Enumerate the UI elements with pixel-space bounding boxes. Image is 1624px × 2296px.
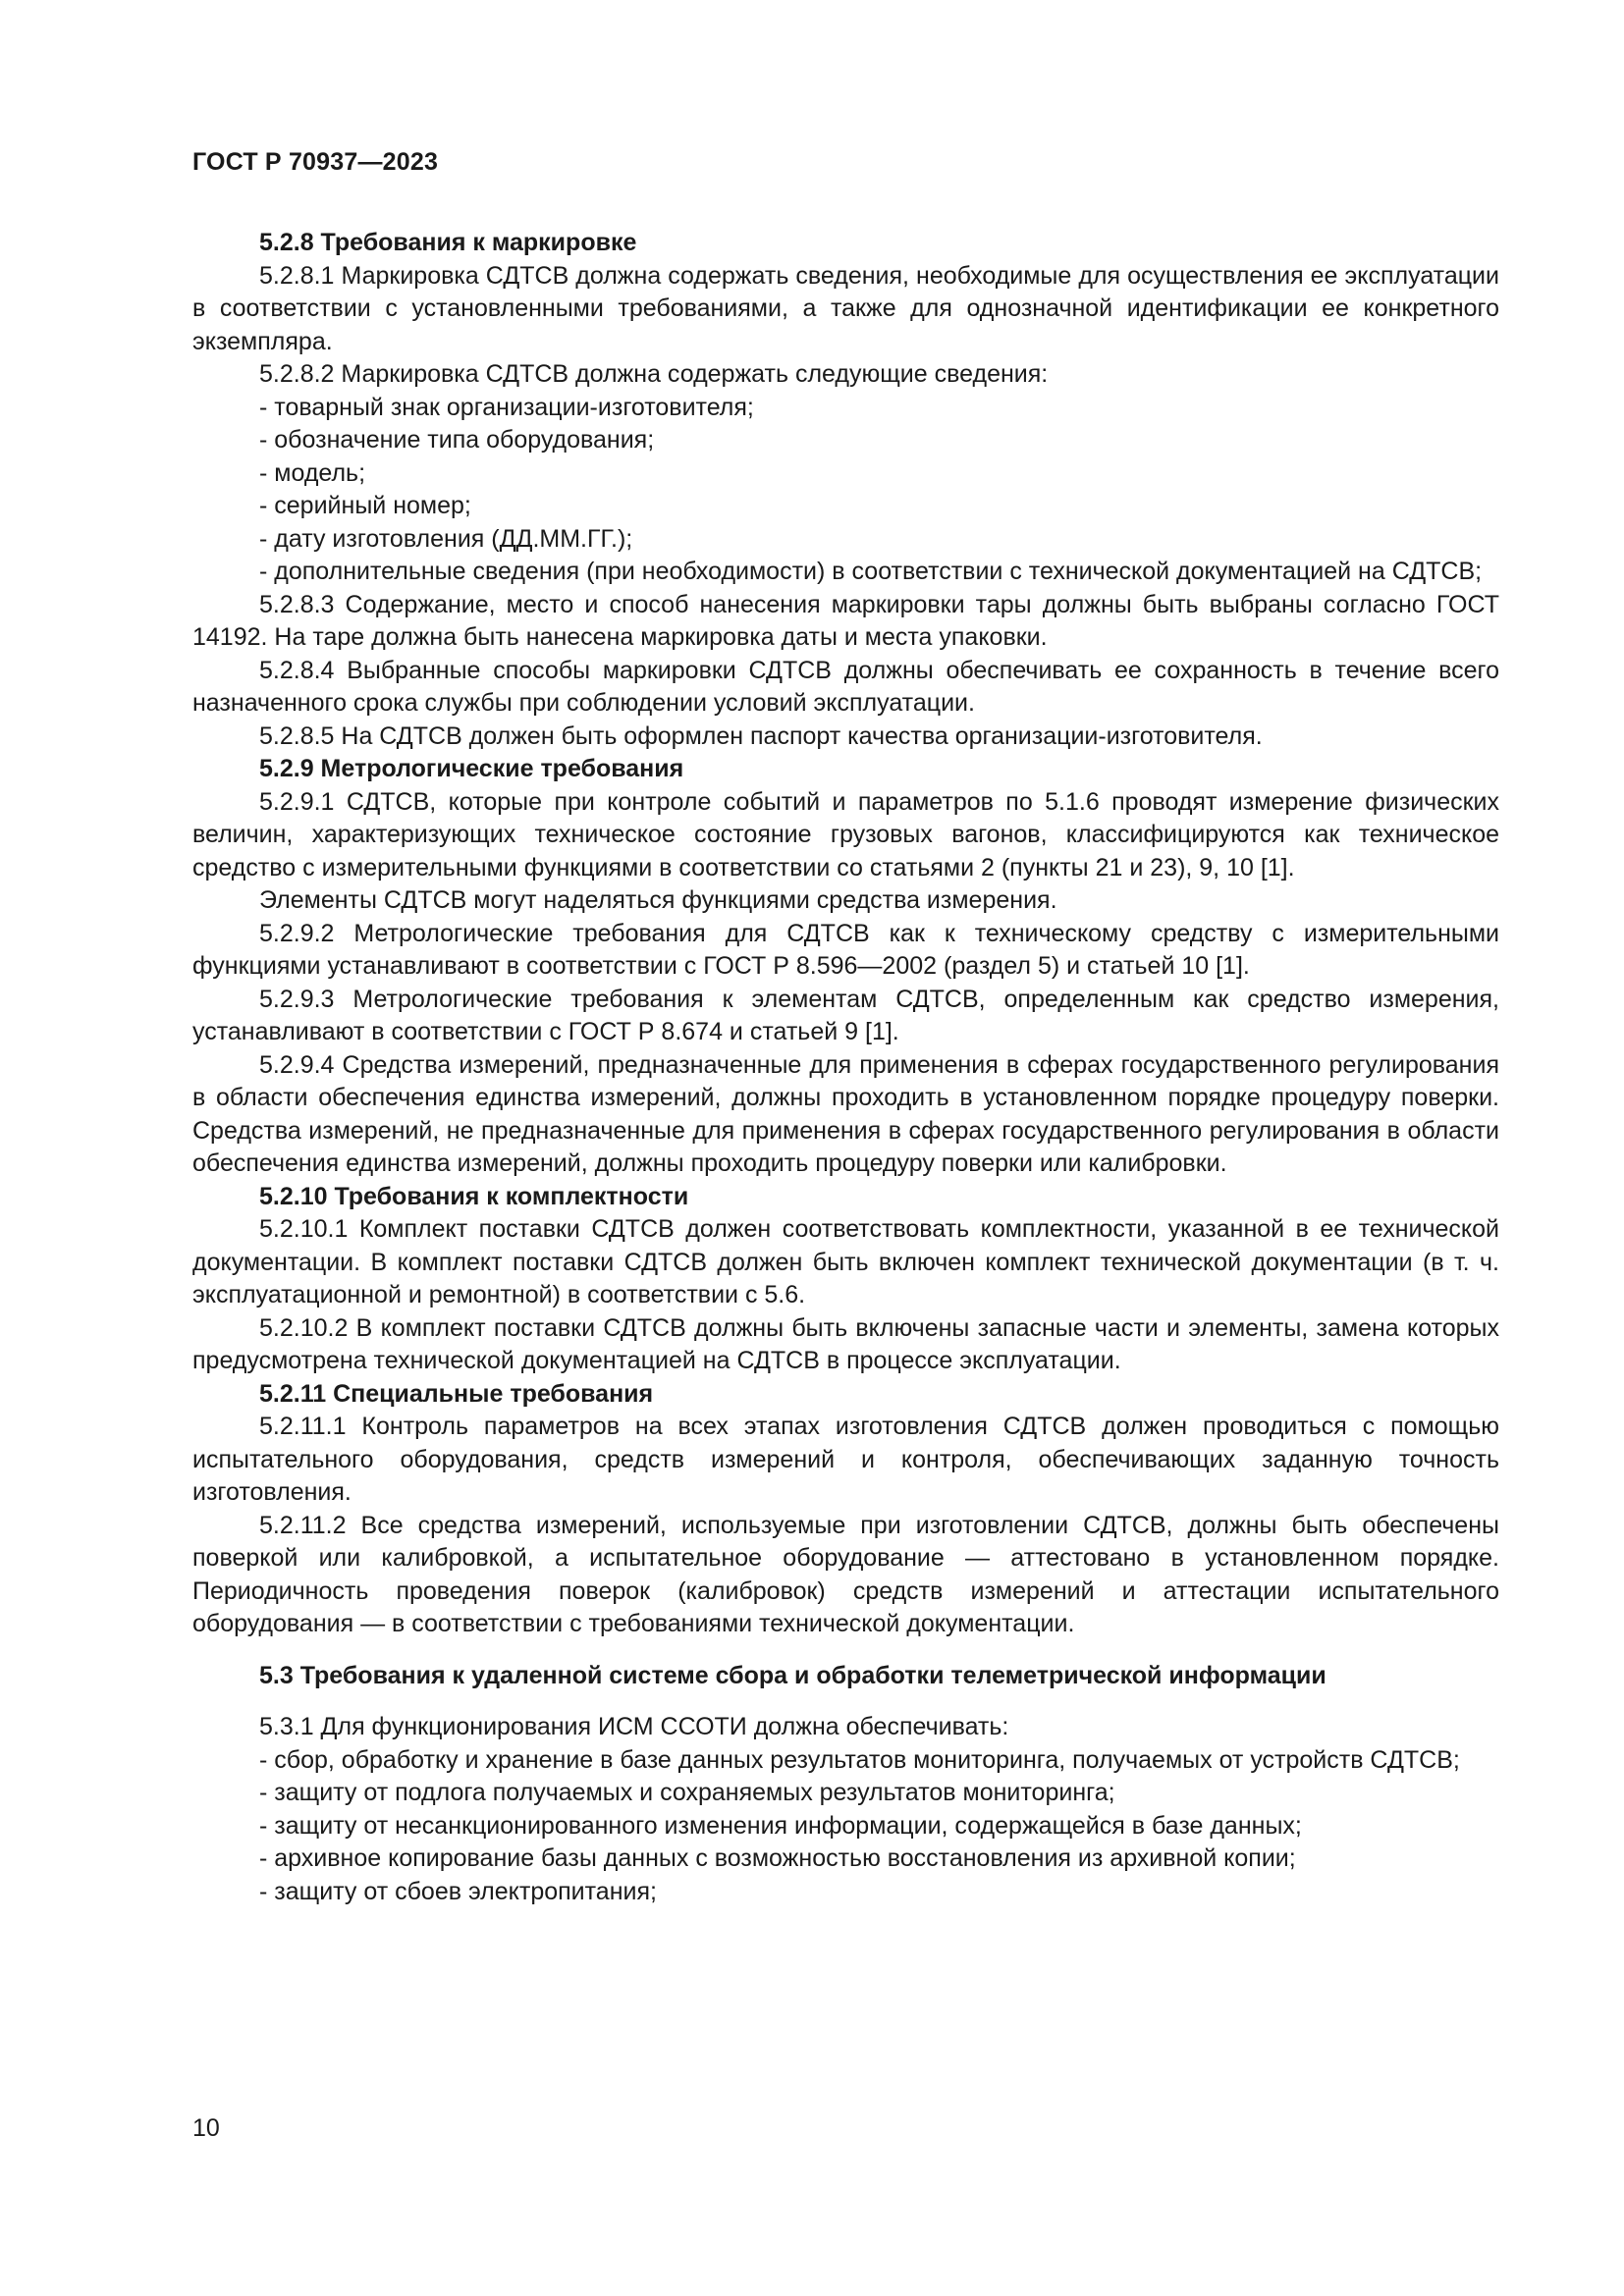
paragraph: 5.2.9.2 Метрологические требования для СДТСВ как к техническому средству с измерительными функциями устанавливают в соответствии с ГОСТ Р 8.596—2002 (раздел 5) и статьей 10 [1]. <box>192 919 1499 980</box>
paragraph: - модель; <box>259 458 366 487</box>
paragraph: 5.2.8.2 Маркировка СДТСВ должна содержать следующие сведения: <box>259 360 1049 388</box>
document-body <box>192 227 1499 1908</box>
paragraph: 5.2.9.3 Метрологические требования к элементам СДТСВ, определенным как средство измерения, устанавливают в соответствии с ГОСТ Р 8.674 и статьей 9 [1]. <box>192 985 1499 1045</box>
paragraph: - защиту от подлога получаемых и сохраняемых результатов мониторинга; <box>259 1779 1115 1806</box>
section-heading: 5.2.8 Требования к маркировке <box>259 229 637 256</box>
paragraph: - сбор, обработку и хранение в базе данных результатов мониторинга, получаемых от устройств СДТСВ; <box>259 1745 1460 1774</box>
paragraph: - архивное копирование базы данных с возможностью восстановления из архивной копии; <box>259 1844 1296 1872</box>
paragraph: - дополнительные сведения (при необходимости) в соответствии с технической документацией на СДТСВ; <box>259 558 1483 585</box>
paragraph: 5.2.8.1 Маркировка СДТСВ должна содержать сведения, необходимые для осуществления ее эксплуатации в соответствии с установленными требованиями, а также для однозначной идентификации ее конкретного экземпляра. <box>192 261 1499 355</box>
paragraph: - обозначение типа оборудования; <box>259 426 655 454</box>
paragraph: - защиту от сбоев электропитания; <box>259 1877 657 1905</box>
document-code-header: ГОСТ Р 70937—2023 <box>192 148 439 176</box>
paragraph: 5.2.8.3 Содержание, место и способ нанесения маркировки тары должны быть выбраны согласно ГОСТ 14192. На таре должна быть нанесена маркировка даты и места упаковки. <box>192 590 1499 651</box>
paragraph: - дату изготовления (ДД.ММ.ГГ.); <box>259 524 633 553</box>
paragraph: - защиту от несанкционированного изменения информации, содержащейся в базе данных; <box>259 1811 1302 1840</box>
paragraph: 5.2.9.1 СДТСВ, которые при контроле событий и параметров по 5.1.6 проводят измерение физических величин, характеризующих техническое состояние грузовых вагонов, классифицируются как техническое средство с измерительными функциями в соответствии со статьями 2 (пункты 21 и 23), 9, 10 [1]. <box>192 787 1499 881</box>
paragraph: 5.2.11.1 Контроль параметров на всех этапах изготовления СДТСВ должен проводиться с помощью испытательного оборудования, средств измерений и контроля, обеспечивающих заданную точность изготовления. <box>192 1413 1499 1506</box>
section-heading: 5.2.9 Метрологические требования <box>259 755 684 782</box>
paragraph: 5.2.9.4 Средства измерений, предназначенные для применения в сферах государственного регулирования в области обеспечения единства измерений, должны проходить в установленном порядке процедуру поверки. Средства измерений, не предназначенные для применения в сферах государственного регулирования в области обеспечения единства измерений, должны проходить процедуру поверки или калибровки. <box>192 1050 1499 1177</box>
section-heading: 5.2.10 Требования к комплектности <box>259 1182 689 1210</box>
paragraph: 5.2.8.5 На СДТСВ должен быть оформлен паспорт качества организации-изготовителя. <box>259 721 1263 750</box>
chapter-heading: 5.3 Требования к удаленной системе сбора и обработки телеметрической информации <box>259 1661 1326 1689</box>
paragraph: - серийный номер; <box>259 492 471 519</box>
paragraph: 5.3.1 Для функционирования ИСМ ССОТИ должна обеспечивать: <box>259 1713 1009 1740</box>
paragraph: 5.2.11.2 Все средства измерений, используемые при изготовлении СДТСВ, должны быть обеспечены поверкой или калибровкой, а испытательное оборудование — аттестовано в установленном порядке. Периодичность проведения поверок (калибровок) средств измерений и аттестации испытательного оборудования — в соответствии с требованиями технической документации. <box>192 1511 1499 1637</box>
section-heading: 5.2.11 Специальные требования <box>259 1379 654 1408</box>
paragraph: - товарный знак организации-изготовителя; <box>259 393 754 421</box>
paragraph: Элементы СДТСВ могут наделяться функциями средства измерения. <box>259 886 1057 914</box>
paragraph: 5.2.10.2 В комплект поставки СДТСВ должны быть включены запасные части и элементы, замена которых предусмотрена технической документацией на СДТСВ в процессе эксплуатации. <box>192 1313 1499 1374</box>
paragraph: 5.2.8.4 Выбранные способы маркировки СДТСВ должны обеспечивать ее сохранность в течение всего назначенного срока службы при соблюдении условий эксплуатации. <box>192 656 1499 717</box>
paragraph: 5.2.10.1 Комплект поставки СДТСВ должен соответствовать комплектности, указанной в ее технической документации. В комплект поставки СДТСВ должен быть включен комплект технической документации (в т. ч. эксплуатационной и ремонтной) в соответствии с 5.6. <box>192 1215 1499 1308</box>
page-number: 10 <box>192 2114 220 2142</box>
